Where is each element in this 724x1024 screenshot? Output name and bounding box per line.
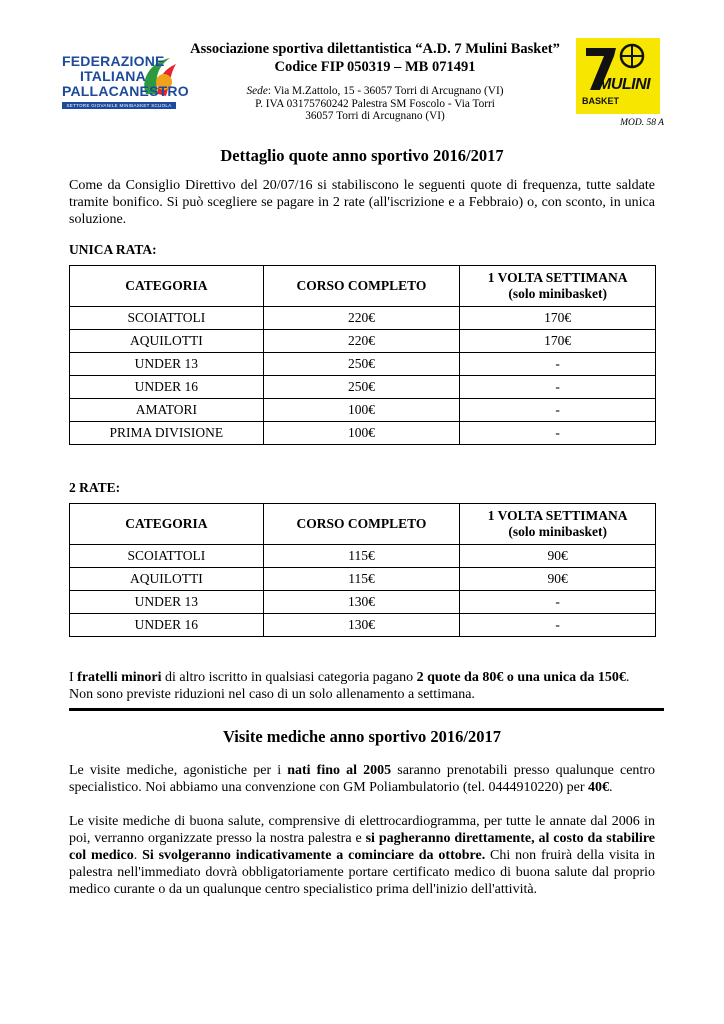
fip-logo xyxy=(58,48,189,114)
table-row xyxy=(70,330,656,353)
cell-categoria: UNDER 13 xyxy=(70,353,264,376)
cell-corso: 130€ xyxy=(263,614,460,637)
visite-p2-b1: si pagheranno direttamente, al costo da stabilire col medico xyxy=(69,831,655,863)
table-row xyxy=(70,376,656,399)
cell-categoria: UNDER 16 xyxy=(70,376,264,399)
header-address xyxy=(180,85,570,123)
fratelli-b1: fratelli minori xyxy=(77,670,162,685)
quote-intro: Come da Consiglio Direttivo del 20/07/16 si stabiliscono le seguenti quote di frequenza, tutte saldate tramite bonifico. Si può scegliere se pagare in 2 rate (all'iscrizione e a Febbraio) o, con sconto, in unica soluzione. xyxy=(69,178,655,227)
fratelli-note xyxy=(69,669,655,703)
fratelli-t1: I xyxy=(69,670,78,685)
cell-corso: 220€ xyxy=(263,307,460,330)
cell-settimana: - xyxy=(460,376,656,399)
header-corso-completo: CORSO COMPLETO xyxy=(263,504,460,545)
cell-categoria: UNDER 16 xyxy=(70,614,264,637)
mulini-logo-text: MULINI xyxy=(598,76,651,93)
table-row xyxy=(70,614,656,637)
table-row xyxy=(70,568,656,591)
unica-rata-label: UNICA RATA: xyxy=(69,242,157,257)
fip-logo-bar: SETTORE GIOVANILE MINIBASKET SCUOLA xyxy=(62,102,176,109)
sede-label: Sede xyxy=(246,85,268,97)
header-categoria: CATEGORIA xyxy=(70,266,264,307)
header-una-volta xyxy=(460,504,656,545)
cell-settimana: - xyxy=(460,399,656,422)
fip-logo-line-2: ITALIANA xyxy=(80,68,146,84)
mulini-basket-logo xyxy=(576,38,660,114)
visite-p1-t3: . xyxy=(609,780,613,795)
cell-corso: 115€ xyxy=(263,545,460,568)
header-title-line-2: Codice FIP 050319 – MB 071491 xyxy=(274,59,476,75)
cell-settimana: - xyxy=(460,422,656,445)
table-row xyxy=(70,307,656,330)
visite-p2-t3: Chi non fruirà della visita in palestra nell'immediato dovrà obbligatoriamente portare certificato medico di buona salute dal proprio medico curante o da un qualunque centro specialistico prima dell'inizio dell'attività. xyxy=(69,848,656,897)
cell-categoria: AQUILOTTI xyxy=(70,330,264,353)
header-una-volta-line-1: 1 VOLTA SETTIMANA xyxy=(487,508,628,523)
fratelli-line2: Non sono previste riduzioni nel caso di un solo allenamento a settimana. xyxy=(69,687,475,702)
cell-categoria: SCOIATTOLI xyxy=(70,545,264,568)
fip-logo-line-1: FEDERAZIONE xyxy=(62,53,165,69)
header-title xyxy=(180,40,570,76)
header-address-line-3: 36057 Torri di Arcugnano (VI) xyxy=(305,110,445,122)
cell-settimana: 90€ xyxy=(460,545,656,568)
table-header-row xyxy=(70,266,656,307)
quote-title: Dettaglio quote anno sportivo 2016/2017 xyxy=(220,146,504,165)
visite-p1-t2: saranno prenotabili presso qualunque centro specialistico. Noi abbiamo una convenzione con GM Poliambulatorio (tel. 0444910220) per xyxy=(69,763,655,795)
visite-p1-t1: Le visite mediche, agonistiche per i xyxy=(69,763,288,778)
fip-logo-line-3: PALLACANESTRO xyxy=(62,83,189,99)
header-categoria: CATEGORIA xyxy=(70,504,264,545)
header-address-line-1 xyxy=(180,85,570,98)
table-row xyxy=(70,591,656,614)
table-row xyxy=(70,353,656,376)
mulini-logo-sub: BASKET xyxy=(582,96,620,106)
cell-categoria: UNDER 13 xyxy=(70,591,264,614)
table-header-row xyxy=(70,504,656,545)
fratelli-t2: di altro iscritto in qualsiasi categoria pagano xyxy=(161,670,417,685)
header-una-volta-line-2: (solo minibasket) xyxy=(508,286,607,301)
cell-settimana: - xyxy=(460,614,656,637)
cell-settimana: - xyxy=(460,591,656,614)
header-title-line-1: Associazione sportiva dilettantistica “A.D. 7 Mulini Basket” xyxy=(190,41,560,57)
cell-corso: 250€ xyxy=(263,376,460,399)
fratelli-b2: 2 quote da 80€ o una unica da 150€ xyxy=(416,670,626,685)
header-una-volta-line-2: (solo minibasket) xyxy=(508,524,607,539)
cell-categoria: AQUILOTTI xyxy=(70,568,264,591)
sede-text: : Via M.Zattolo, 15 - 36057 Torri di Arcugnano (VI) xyxy=(267,85,504,97)
visite-p2-b2: Si svolgeranno indicativamente a cominciare da ottobre. xyxy=(142,848,486,863)
cell-corso: 250€ xyxy=(263,353,460,376)
cell-settimana: 170€ xyxy=(460,330,656,353)
visite-p2-t2: . xyxy=(133,848,143,863)
visite-paragraph-1 xyxy=(69,762,655,796)
cell-categoria: AMATORI xyxy=(70,399,264,422)
module-code: MOD. 58 A xyxy=(620,118,664,128)
due-rate-label: 2 RATE: xyxy=(69,480,121,495)
cell-settimana: 90€ xyxy=(460,568,656,591)
section-divider xyxy=(69,708,664,711)
table-row xyxy=(70,399,656,422)
visite-p1-b2: 40€ xyxy=(588,780,610,795)
header-una-volta-line-1: 1 VOLTA SETTIMANA xyxy=(487,270,628,285)
header-una-volta xyxy=(460,266,656,307)
header-address-line-2: P. IVA 03175760242 Palestra SM Foscolo - Via Torri xyxy=(255,97,495,110)
cell-corso: 100€ xyxy=(263,399,460,422)
cell-corso: 100€ xyxy=(263,422,460,445)
cell-corso: 220€ xyxy=(263,330,460,353)
fratelli-t3: . xyxy=(625,670,630,685)
visite-p1-b1: nati fino al 2005 xyxy=(287,763,392,778)
cell-settimana: - xyxy=(460,353,656,376)
visite-paragraph-2 xyxy=(69,813,655,898)
cell-categoria: SCOIATTOLI xyxy=(70,307,264,330)
table-row xyxy=(70,422,656,445)
table-row xyxy=(70,545,656,568)
visite-p2-t1: Le visite mediche di buona salute, comprensive di elettrocardiogramma, per tutte le annate dal 2006 in poi, verranno organizzate presso la nostra palestra e xyxy=(69,814,655,846)
cell-corso: 115€ xyxy=(263,568,460,591)
cell-categoria: PRIMA DIVISIONE xyxy=(70,422,264,445)
visite-title: Visite mediche anno sportivo 2016/2017 xyxy=(222,727,502,746)
due-rate-table xyxy=(69,503,656,637)
cell-corso: 130€ xyxy=(263,591,460,614)
unica-rata-table xyxy=(69,265,656,445)
header-corso-completo: CORSO COMPLETO xyxy=(263,266,460,307)
cell-settimana: 170€ xyxy=(460,307,656,330)
